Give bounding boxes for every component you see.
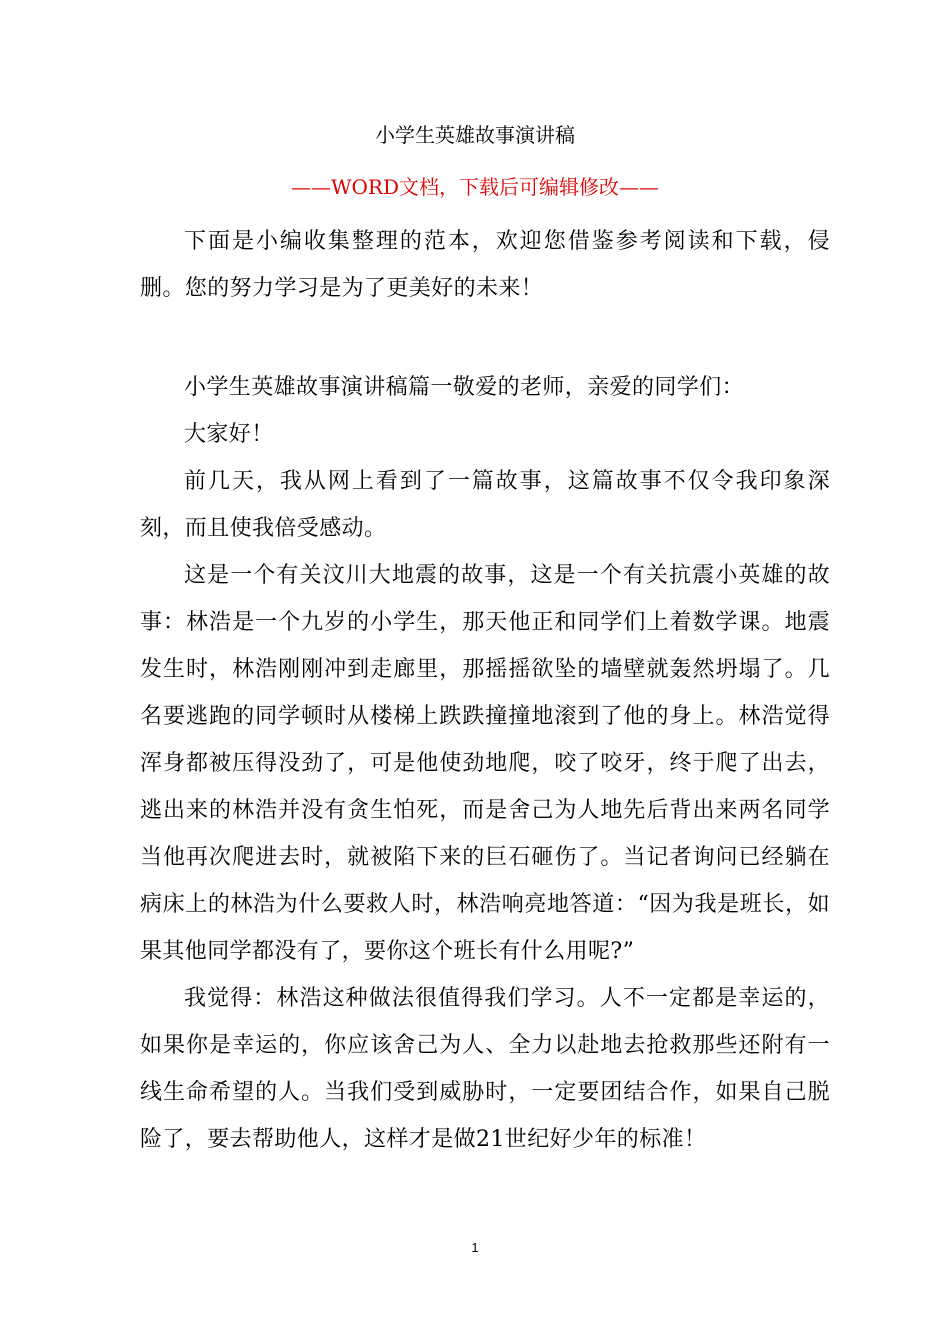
document-title: 小学生英雄故事演讲稿 <box>375 123 575 147</box>
document-subtitle: ——WORD文档，下载后可编辑修改—— <box>290 175 660 199</box>
intro-paragraph: 下面是小编收集整理的范本，欢迎您借鉴参考阅读和下载，侵删。您的努力学习是为了更美好的未来！ <box>140 229 830 301</box>
speech-heading-paragraph: 小学生英雄故事演讲稿篇一敬爱的老师，亲爱的同学们： <box>184 375 745 400</box>
body-paragraph: 这是一个有关汶川大地震的故事，这是一个有关抗震小英雄的故事：林浩是一个九岁的小学生，那天他正和同学们上着数学课。地震发生时，林浩刚刚冲到走廊里，那摇摇欲坠的墙壁就轰然坍塌了。几名要逃跑的同学顿时从楼梯上跌跌撞撞地滚到了他的身上。林浩觉得浑身都被压得没劲了，可是他使劲地爬，咬了咬牙，终于爬了出去，逃出来的林浩并没有贪生怕死，而是舍己为人地先后背出来两名同学当他再次爬进去时，就被陷下来的巨石砸伤了。当记者询问已经躺在病床上的林浩为什么要救人时，林浩响亮地答道：“因为我是班长，如果其他同学都没有了，要你这个班长有什么用呢?” <box>140 563 830 964</box>
page-number: 1 <box>471 1240 479 1255</box>
body-paragraph: 我觉得：林浩这种做法很值得我们学习。人不一定都是幸运的，如果你是幸运的，你应该舍己为人、全力以赴地去抢救那些还附有一线生命希望的人。当我们受到威胁时，一定要团结合作，如果自己脱险了，要去帮助他人，这样才是做21世纪好少年的标准！ <box>140 986 830 1152</box>
speech-body <box>140 364 830 1163</box>
greeting-paragraph: 大家好！ <box>184 422 274 447</box>
intro-section <box>140 218 830 312</box>
body-paragraph: 前几天，我从网上看到了一篇故事，这篇故事不仅令我印象深刻，而且使我倍受感动。 <box>140 469 830 541</box>
